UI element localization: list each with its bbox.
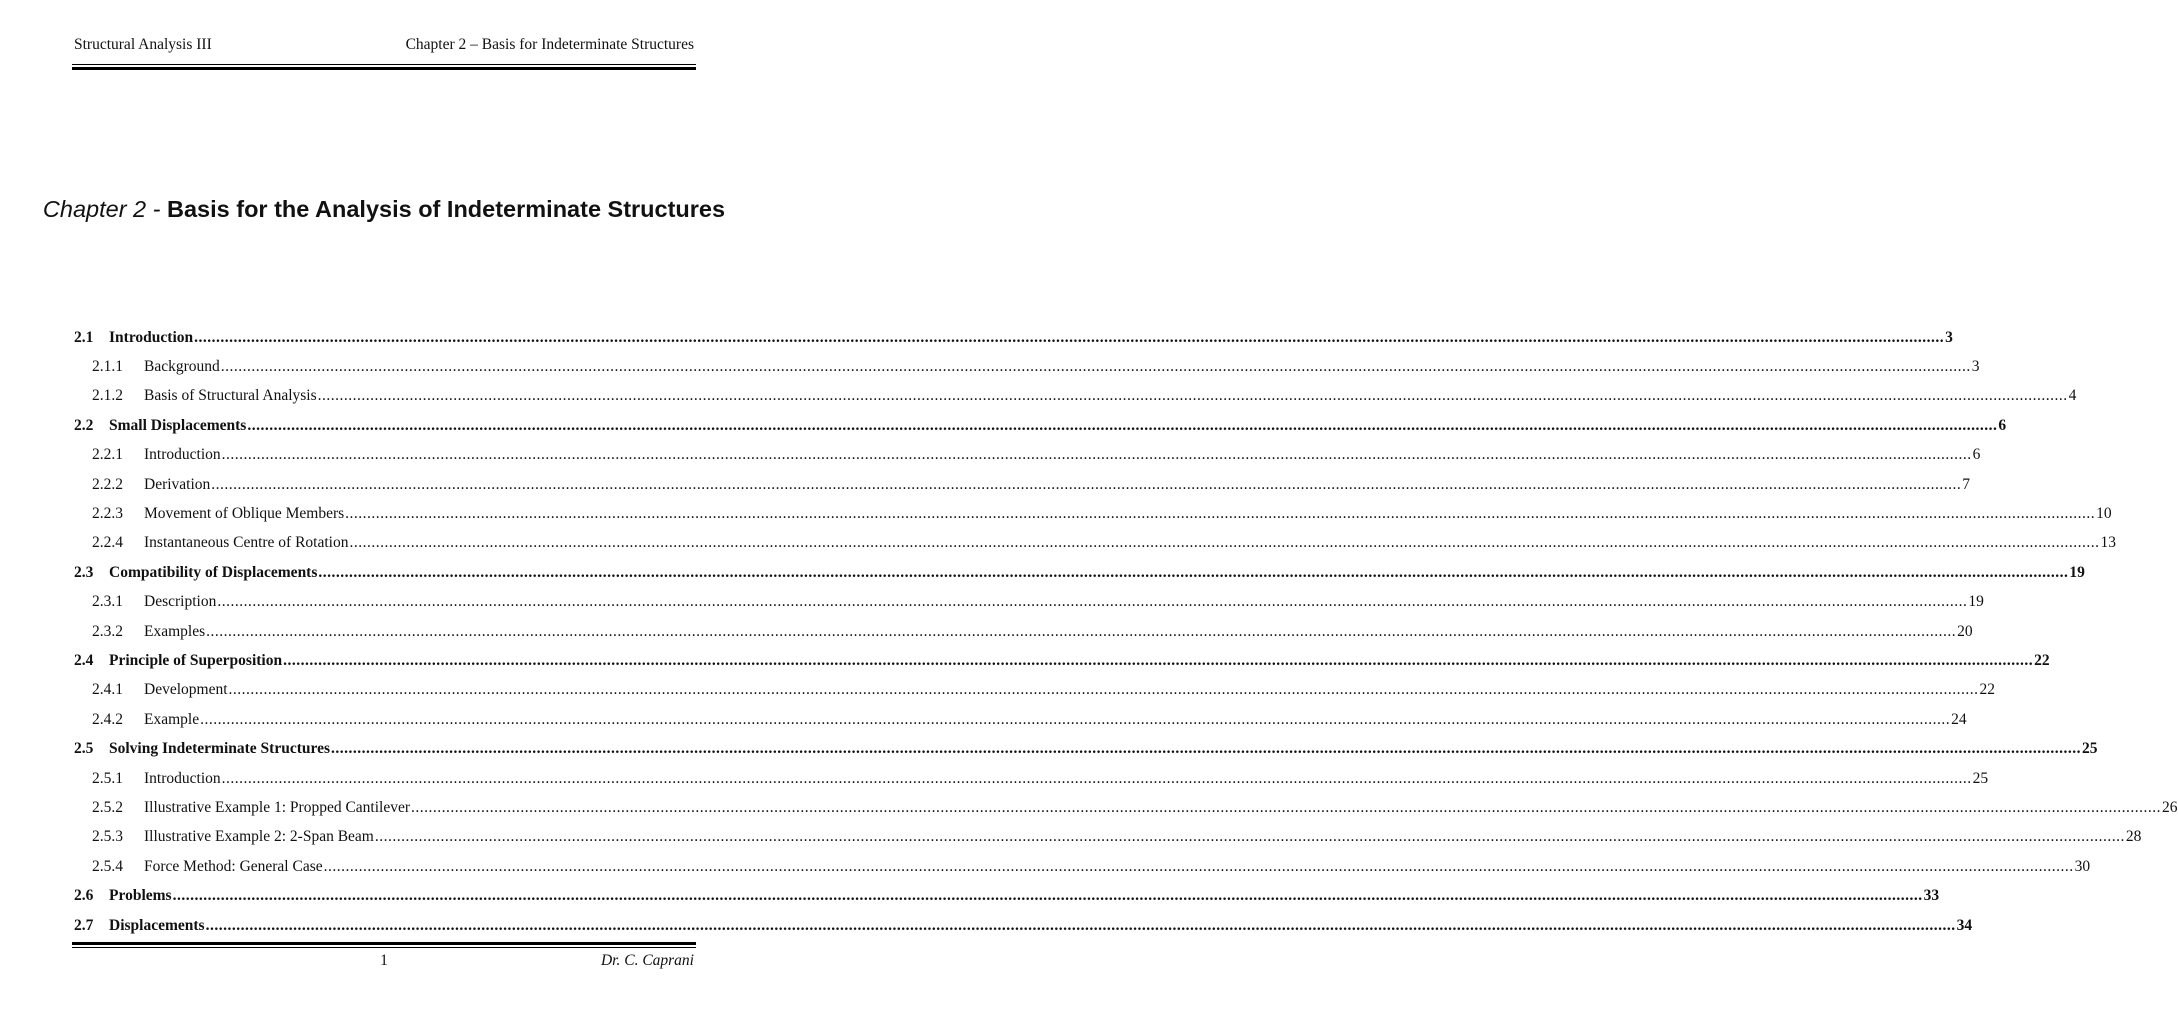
toc-dot-leader: ................................................................................................................................................................................................................................................................................................................................................................................................................	[206, 622, 1957, 640]
toc-section-entry[interactable]	[74, 911, 1973, 940]
toc-entry-page: 33	[1923, 887, 1940, 905]
toc-entry-number: 2.5	[74, 740, 94, 758]
toc-entry-page: 25	[2082, 740, 2098, 758]
toc-entry-page: 3	[1945, 328, 1953, 346]
toc-section-entry[interactable]	[74, 734, 2098, 763]
toc-subsection-entry[interactable]	[74, 382, 2077, 411]
toc-section-entry[interactable]	[74, 558, 2085, 587]
toc-entry-number: 2.4.1	[92, 681, 123, 699]
toc-subsection-entry[interactable]	[74, 529, 2116, 558]
toc-dot-leader: ................................................................................................................................................................................................................................................................................................................................................................................................................	[247, 416, 1998, 434]
toc-entry-title: Solving Indeterminate Structures	[109, 740, 331, 758]
toc-dot-leader: ................................................................................................................................................................................................................................................................................................................................................................................................................	[317, 387, 2068, 405]
toc-entry-title: Force Method: General Case	[144, 857, 323, 875]
chapter-number: Chapter 2 -	[42, 196, 161, 222]
page-footer	[74, 952, 694, 974]
toc-entry-page: 34	[1956, 916, 1973, 934]
toc-entry-title: Illustrative Example 2: 2-Span Beam	[144, 828, 374, 846]
toc-entry-page: 3	[1971, 358, 1980, 376]
toc-section-entry[interactable]	[74, 646, 2050, 675]
footer-rule-thick	[72, 942, 696, 945]
toc-subsection-entry[interactable]	[74, 352, 1980, 381]
toc-dot-leader: ................................................................................................................................................................................................................................................................................................................................................................................................................	[345, 505, 2096, 523]
toc-entry-title: Compatibility of Displacements	[109, 563, 318, 581]
toc-dot-leader: ................................................................................................................................................................................................................................................................................................................................................................................................................	[221, 769, 1972, 787]
toc-entry-number: 2.1.2	[92, 387, 123, 405]
toc-entry-title: Problems	[109, 887, 172, 905]
toc-entry-page: 22	[1979, 681, 1996, 699]
toc-entry-number: 2.6	[74, 887, 94, 905]
toc-subsection-entry[interactable]	[74, 441, 1981, 470]
toc-entry-number: 2.2.4	[92, 534, 123, 552]
toc-entry-number: 2.5.1	[92, 769, 123, 787]
toc-dot-leader: ................................................................................................................................................................................................................................................................................................................................................................................................................	[323, 857, 2074, 875]
toc-entry-number: 2.2.3	[92, 505, 123, 523]
toc-entry-page: 6	[1998, 416, 2007, 434]
toc-entry-page: 25	[1972, 769, 1989, 787]
author-name: Dr. C. Caprani	[600, 952, 694, 969]
toc-entry-number: 2.3.2	[92, 622, 123, 640]
toc-subsection-entry[interactable]	[74, 823, 2142, 852]
toc-dot-leader: ................................................................................................................................................................................................................................................................................................................................................................................................................	[172, 887, 1923, 905]
toc-entry-title: Principle of Superposition	[109, 651, 283, 669]
toc-entry-title: Introduction	[144, 769, 221, 787]
toc-entry-number: 2.2	[74, 416, 94, 434]
toc-subsection-entry[interactable]	[74, 588, 1984, 617]
toc-dot-leader: ................................................................................................................................................................................................................................................................................................................................................................................................................	[228, 681, 1979, 699]
toc-entry-title: Displacements	[109, 916, 205, 934]
toc-subsection-entry[interactable]	[74, 676, 1996, 705]
toc-entry-number: 2.1.1	[92, 358, 123, 376]
toc-entry-title: Description	[144, 593, 217, 611]
toc-entry-page: 13	[2100, 534, 2116, 552]
toc-entry-title: Instantaneous Centre of Rotation	[144, 534, 349, 552]
toc-dot-leader: ................................................................................................................................................................................................................................................................................................................................................................................................................	[194, 328, 1945, 346]
toc-entry-page: 7	[1962, 475, 1971, 493]
toc-dot-leader: ................................................................................................................................................................................................................................................................................................................................................................................................................	[205, 916, 1956, 934]
toc-entry-title: Movement of Oblique Members	[144, 505, 345, 523]
toc-entry-title: Basis of Structural Analysis	[144, 387, 317, 405]
toc-entry-number: 2.2.2	[92, 475, 123, 493]
toc-entry-title: Examples	[144, 622, 206, 640]
toc-entry-page: 20	[1957, 622, 1973, 640]
toc-entry-page: 26	[2162, 798, 2178, 816]
header-chapter-title: Chapter 2 – Basis for Indeterminate Structures	[405, 36, 694, 53]
toc-entry-number: 2.5.3	[92, 828, 123, 846]
toc-dot-leader: ................................................................................................................................................................................................................................................................................................................................................................................................................	[374, 828, 2125, 846]
toc-entry-page: 4	[2068, 387, 2077, 405]
toc-entry-title: Illustrative Example 1: Propped Cantilever	[144, 798, 411, 816]
toc-dot-leader: ................................................................................................................................................................................................................................................................................................................................................................................................................	[217, 593, 1968, 611]
toc-entry-number: 2.7	[74, 916, 94, 934]
toc-subsection-entry[interactable]	[74, 705, 1967, 734]
toc-section-entry[interactable]	[74, 323, 1953, 352]
toc-dot-leader: ................................................................................................................................................................................................................................................................................................................................................................................................................	[200, 710, 1951, 728]
header-course-title: Structural Analysis III	[74, 36, 212, 53]
toc-subsection-entry[interactable]	[74, 617, 1973, 646]
header-rule-thin	[72, 64, 696, 65]
toc-entry-number: 2.1	[74, 328, 94, 346]
page-number: 1	[380, 952, 388, 969]
toc-subsection-entry[interactable]	[74, 852, 2091, 881]
toc-entry-title: Derivation	[144, 475, 211, 493]
toc-entry-page: 6	[1972, 446, 1981, 464]
toc-entry-title: Introduction	[109, 328, 194, 346]
toc-subsection-entry[interactable]	[74, 793, 2178, 822]
toc-entry-number: 2.3	[74, 563, 94, 581]
toc-entry-page: 19	[1968, 593, 1984, 611]
table-of-contents	[74, 323, 2178, 940]
toc-section-entry[interactable]	[74, 411, 2007, 440]
toc-entry-title: Example	[144, 710, 200, 728]
toc-dot-leader: ................................................................................................................................................................................................................................................................................................................................................................................................................	[283, 651, 2034, 669]
toc-entry-page: 22	[2034, 651, 2050, 669]
toc-entry-title: Development	[144, 681, 228, 699]
chapter-title	[40, 188, 728, 230]
toc-dot-leader: ................................................................................................................................................................................................................................................................................................................................................................................................................	[331, 740, 2082, 758]
toc-entry-title: Small Displacements	[109, 416, 247, 434]
toc-dot-leader: ................................................................................................................................................................................................................................................................................................................................................................................................................	[221, 446, 1972, 464]
footer-rule-thin	[72, 947, 696, 948]
toc-entry-page: 24	[1951, 710, 1967, 728]
toc-entry-page: 28	[2125, 828, 2142, 846]
toc-entry-number: 2.4.2	[92, 710, 123, 728]
toc-entry-number: 2.4	[74, 651, 94, 669]
toc-subsection-entry[interactable]	[74, 499, 2112, 528]
toc-dot-leader: ................................................................................................................................................................................................................................................................................................................................................................................................................	[349, 534, 2100, 552]
chapter-name: Basis for the Analysis of Indeterminate Structures	[167, 196, 726, 222]
toc-subsection-entry[interactable]	[74, 470, 1971, 499]
toc-subsection-entry[interactable]	[74, 764, 1989, 793]
toc-entry-page: 19	[2069, 563, 2085, 581]
toc-dot-leader: ................................................................................................................................................................................................................................................................................................................................................................................................................	[211, 475, 1962, 493]
header-rule-thick	[72, 67, 696, 70]
toc-entry-number: 2.3.1	[92, 593, 123, 611]
toc-entry-number: 2.2.1	[92, 446, 123, 464]
toc-entry-number: 2.5.4	[92, 857, 123, 875]
toc-entry-title: Introduction	[144, 446, 221, 464]
page-header	[74, 36, 694, 58]
toc-entry-number: 2.5.2	[92, 798, 123, 816]
toc-entry-title: Background	[144, 358, 220, 376]
toc-dot-leader: ................................................................................................................................................................................................................................................................................................................................................................................................................	[318, 563, 2069, 581]
toc-dot-leader: ................................................................................................................................................................................................................................................................................................................................................................................................................	[220, 358, 1971, 376]
toc-entry-page: 10	[2096, 505, 2112, 523]
toc-section-entry[interactable]	[74, 881, 1940, 910]
toc-dot-leader: ................................................................................................................................................................................................................................................................................................................................................................................................................	[411, 798, 2162, 816]
toc-entry-page: 30	[2074, 857, 2091, 875]
